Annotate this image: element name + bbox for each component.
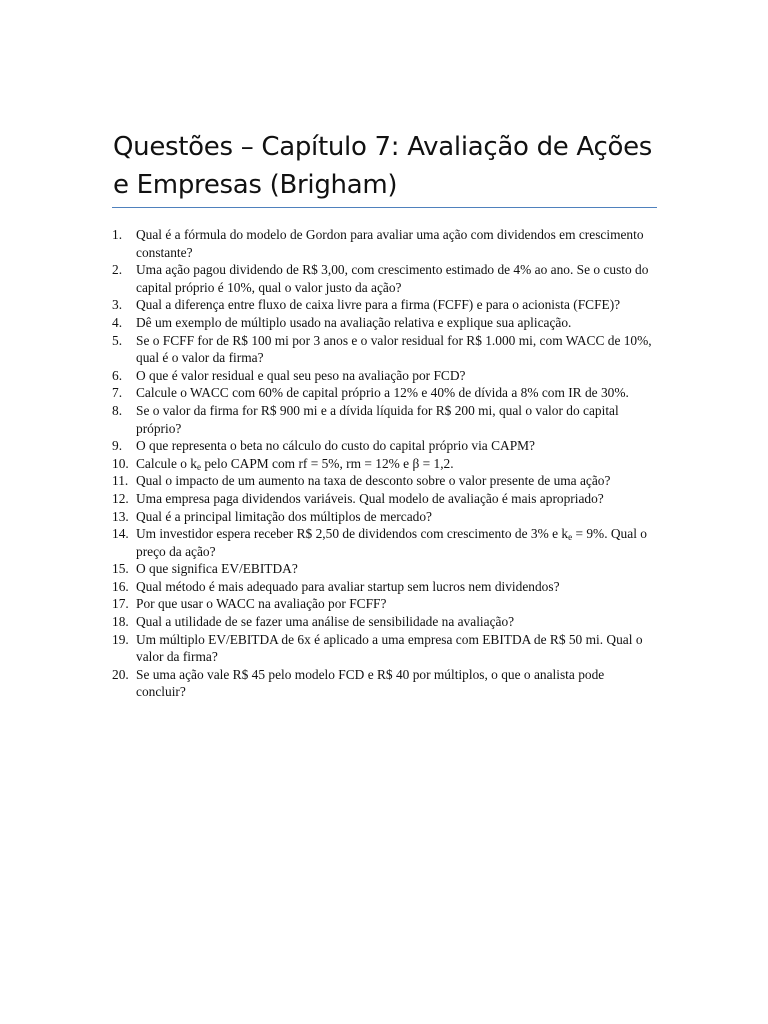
question-number: 5. bbox=[112, 332, 123, 348]
question-list bbox=[112, 226, 657, 701]
question-number: 6. bbox=[112, 367, 123, 383]
subscript: e bbox=[196, 461, 201, 472]
question-number: 1. bbox=[112, 227, 123, 242]
question-item bbox=[112, 508, 657, 526]
question-text: Por que usar o WACC na avaliação por FCFF? bbox=[136, 596, 387, 612]
question-item bbox=[112, 631, 657, 666]
question-number: 2. bbox=[112, 262, 123, 278]
question-text-part: Calcule o k bbox=[136, 455, 197, 471]
question-number: 20. bbox=[112, 666, 129, 682]
question-item bbox=[112, 437, 657, 455]
question-text bbox=[136, 526, 647, 559]
question-item bbox=[112, 525, 657, 560]
page-title: Questões – Capítulo 7: Avaliação de Ações e Empresas (Brigham) bbox=[113, 132, 653, 200]
question-text: Qual é a fórmula do modelo de Gordon para avaliar uma ação com dividendos em crescimento constante? bbox=[136, 227, 644, 260]
question-text: Qual a utilidade de se fazer uma análise de sensibilidade na avaliação? bbox=[136, 614, 515, 630]
question-text: Uma ação pagou dividendo de R$ 3,00, com crescimento estimado de 4% ao ano. Se o custo do capital próprio é 10%, qual o valor justo da ação? bbox=[136, 262, 649, 295]
question-item bbox=[112, 578, 657, 596]
title-underline bbox=[112, 207, 657, 208]
question-item bbox=[112, 261, 657, 296]
question-number: 8. bbox=[112, 402, 123, 418]
question-text: Qual a diferença entre fluxo de caixa livre para a firma (FCFF) e para o acionista (FCFE)? bbox=[136, 297, 621, 313]
question-number: 19. bbox=[112, 631, 129, 647]
question-item bbox=[112, 367, 657, 385]
question-item bbox=[112, 384, 657, 402]
question-number: 7. bbox=[112, 385, 123, 401]
question-text: Uma empresa paga dividendos variáveis. Qual modelo de avaliação é mais apropriado? bbox=[136, 490, 604, 506]
question-item bbox=[112, 666, 657, 701]
question-text: Dê um exemplo de múltiplo usado na avaliação relativa e explique sua aplicação. bbox=[136, 314, 572, 330]
question-item bbox=[112, 472, 657, 490]
question-item bbox=[112, 595, 657, 613]
question-number: 13. bbox=[112, 508, 129, 524]
question-number: 11. bbox=[112, 473, 129, 489]
question-item bbox=[112, 402, 657, 437]
question-text: O que significa EV/EBITDA? bbox=[136, 561, 298, 577]
question-text: Se uma ação vale R$ 45 pelo modelo FCD e R$ 40 por múltiplos, o que o analista pode concluir? bbox=[136, 666, 605, 700]
question-number: 10. bbox=[112, 455, 129, 471]
question-text: Se o valor da firma for R$ 900 mi e a dívida líquida for R$ 200 mi, qual o valor do capital próprio? bbox=[136, 402, 619, 436]
subscript: e bbox=[568, 532, 573, 543]
question-text: Qual método é mais adequado para avaliar startup sem lucros nem dividendos? bbox=[136, 578, 560, 594]
question-number: 3. bbox=[112, 297, 123, 313]
question-item bbox=[112, 455, 657, 473]
question-text: O que é valor residual e qual seu peso na avaliação por FCD? bbox=[136, 367, 466, 383]
question-item bbox=[112, 314, 657, 332]
question-text: Calcule o WACC com 60% de capital próprio a 12% e 40% de dívida a 8% com IR de 30%. bbox=[136, 385, 629, 401]
question-item bbox=[112, 490, 657, 508]
question-text-part: pelo CAPM com rf = 5%, rm = 12% e β = 1,2. bbox=[200, 455, 454, 471]
question-number: 17. bbox=[112, 596, 129, 612]
question-number: 18. bbox=[112, 614, 129, 630]
question-item bbox=[112, 226, 657, 261]
question-item bbox=[112, 332, 657, 367]
question-number: 4. bbox=[112, 314, 123, 330]
question-text: Se o FCFF for de R$ 100 mi por 3 anos e o valor residual for R$ 1.000 mi, com WACC de 10%, qual é o valor da firma? bbox=[136, 332, 652, 366]
question-text: Qual o impacto de um aumento na taxa de desconto sobre o valor presente de uma ação? bbox=[136, 473, 611, 489]
question-text-part: = 9%. Qual o preço da ação? bbox=[136, 526, 647, 559]
question-number: 9. bbox=[112, 438, 123, 454]
question-text-part: Um investidor espera receber R$ 2,50 de dividendos com crescimento de 3% e k bbox=[136, 526, 569, 542]
question-text: Qual é a principal limitação dos múltiplos de mercado? bbox=[136, 508, 432, 524]
question-text bbox=[136, 456, 454, 471]
question-item bbox=[112, 560, 657, 578]
question-text: Um múltiplo EV/EBITDA de 6x é aplicado a uma empresa com EBITDA de R$ 50 mi. Qual o valor da firma? bbox=[136, 631, 643, 665]
question-number: 14. bbox=[112, 526, 129, 542]
question-item bbox=[112, 296, 657, 314]
question-item bbox=[112, 613, 657, 631]
question-number: 16. bbox=[112, 578, 129, 594]
question-number: 15. bbox=[112, 561, 129, 577]
question-text: O que representa o beta no cálculo do custo do capital próprio via CAPM? bbox=[136, 438, 535, 454]
question-number: 12. bbox=[112, 490, 129, 506]
